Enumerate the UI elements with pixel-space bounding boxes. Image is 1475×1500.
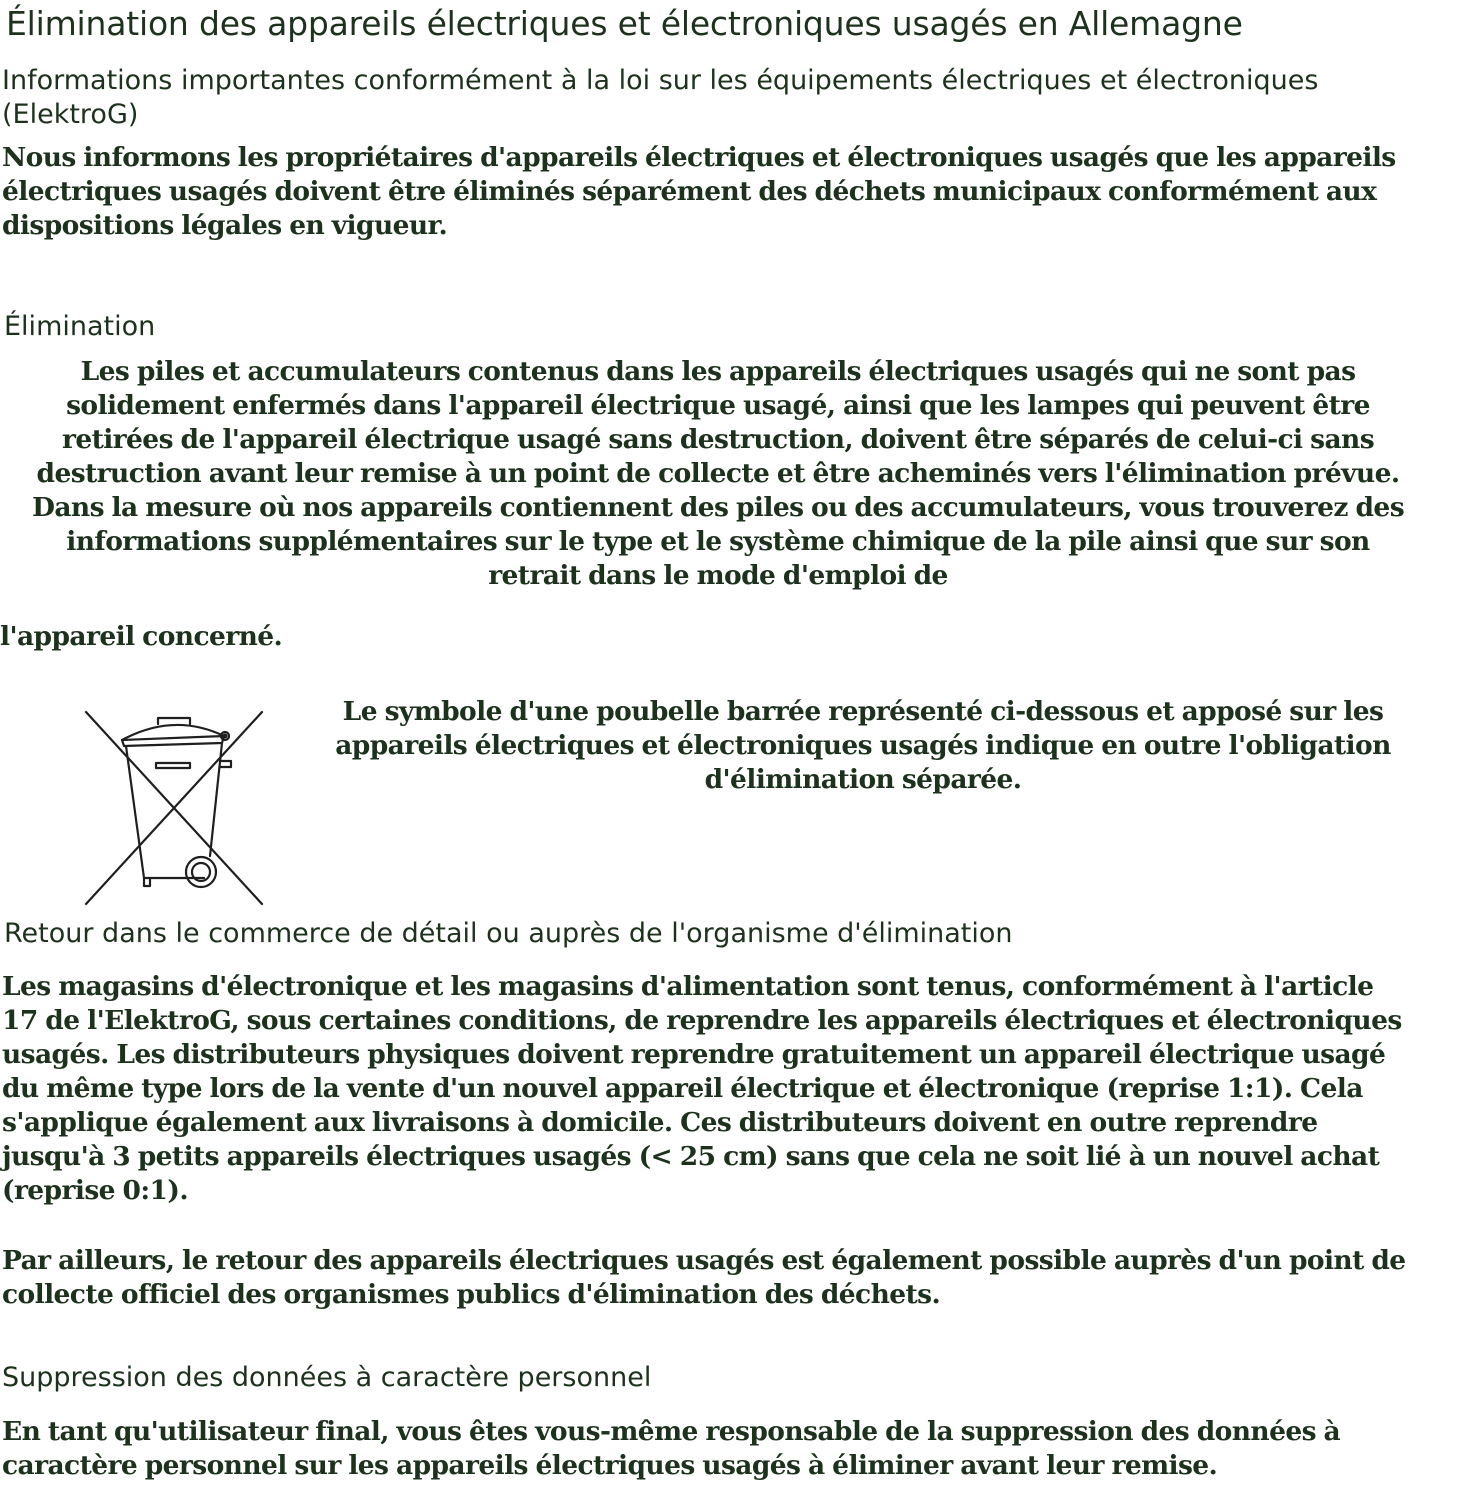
retour-line: 17 de l'ElektroG, sous certaines conditions, de reprendre les appareils électriques et électroniques [2,1005,1402,1036]
intro-line: dispositions légales en vigueur. [2,210,448,241]
retour-heading: Retour dans le commerce de détail ou auprès de l'organisme d'élimination [4,918,1013,949]
elimination-line: Dans la mesure où nos appareils contiennent des piles ou des accumulateurs, vous trouverez des [31,492,1405,523]
data-deletion-line: En tant qu'utilisateur final, vous êtes vous-même responsable de la suppression des données à [2,1416,1341,1447]
page-title: Élimination des appareils électriques et électroniques usagés en Allemagne [6,4,1243,43]
elimination-paragraph [0,355,1436,593]
data-deletion-heading: Suppression des données à caractère personnel [2,1362,652,1393]
public-collection-line: Par ailleurs, le retour des appareils électriques usagés est également possible auprès d'un point de [2,1245,1406,1276]
elimination-heading: Élimination [4,311,156,342]
elimination-line: retirées de l'appareil électrique usagé sans destruction, doivent être séparés de celui-ci sans [61,424,1375,455]
subtitle-line: (ElektroG) [2,99,139,130]
elimination-line: destruction avant leur remise à un point de collecte et être acheminés vers l'élimination prévue. [36,458,1400,489]
data-deletion-paragraph [2,1415,1462,1483]
retour-paragraph [2,970,1462,1208]
symbol-line: Le symbole d'une poubelle barrée représenté ci-dessous et apposé sur les [342,696,1384,727]
retour-line: (reprise 0:1). [2,1175,188,1206]
retour-line: jusqu'à 3 petits appareils électriques usagés (< 25 cm) sans que cela ne soit lié à un nouvel achat [2,1141,1380,1172]
symbol-paragraph [308,695,1418,797]
crossed-out-wheelie-bin-icon [78,706,268,908]
public-collection-paragraph [2,1244,1462,1312]
subtitle [2,64,1462,132]
retour-line: s'applique également aux livraisons à domicile. Ces distributeurs doivent en outre reprendre [2,1107,1318,1138]
intro-line: Nous informons les propriétaires d'appareils électriques et électroniques usagés que les appareils [2,142,1396,173]
public-collection-line: collecte officiel des organismes publics d'élimination des déchets. [2,1279,941,1310]
elimination-line: informations supplémentaires sur le type et le système chimique de la pile ainsi que sur son [66,526,1370,557]
elimination-line: Les piles et accumulateurs contenus dans les appareils électriques usagés qui ne sont pas [80,356,1356,387]
data-deletion-line: caractère personnel sur les appareils électriques usagés à éliminer avant leur remise. [2,1450,1218,1481]
intro-paragraph [2,141,1462,243]
retour-line: usagés. Les distributeurs physiques doivent reprendre gratuitement un appareil électrique usagé [2,1039,1386,1070]
elimination-tail: l'appareil concerné. [0,621,283,652]
retour-line: Les magasins d'électronique et les magasins d'alimentation sont tenus, conformément à l'article [2,971,1374,1002]
elimination-line: solidement enfermés dans l'appareil électrique usagé, ainsi que les lampes qui peuvent être [66,390,1370,421]
symbol-line: appareils électriques et électroniques usagés indique en outre l'obligation [335,730,1391,761]
subtitle-line: Informations importantes conformément à la loi sur les équipements électriques et électroniques [2,65,1319,96]
retour-line: du même type lors de la vente d'un nouvel appareil électrique et électronique (reprise 1:1). Cela [2,1073,1363,1104]
elimination-line: retrait dans le mode d'emploi de [488,560,948,591]
symbol-line: d'élimination séparée. [704,764,1022,795]
intro-line: électriques usagés doivent être éliminés séparément des déchets municipaux conformément aux [2,176,1377,207]
